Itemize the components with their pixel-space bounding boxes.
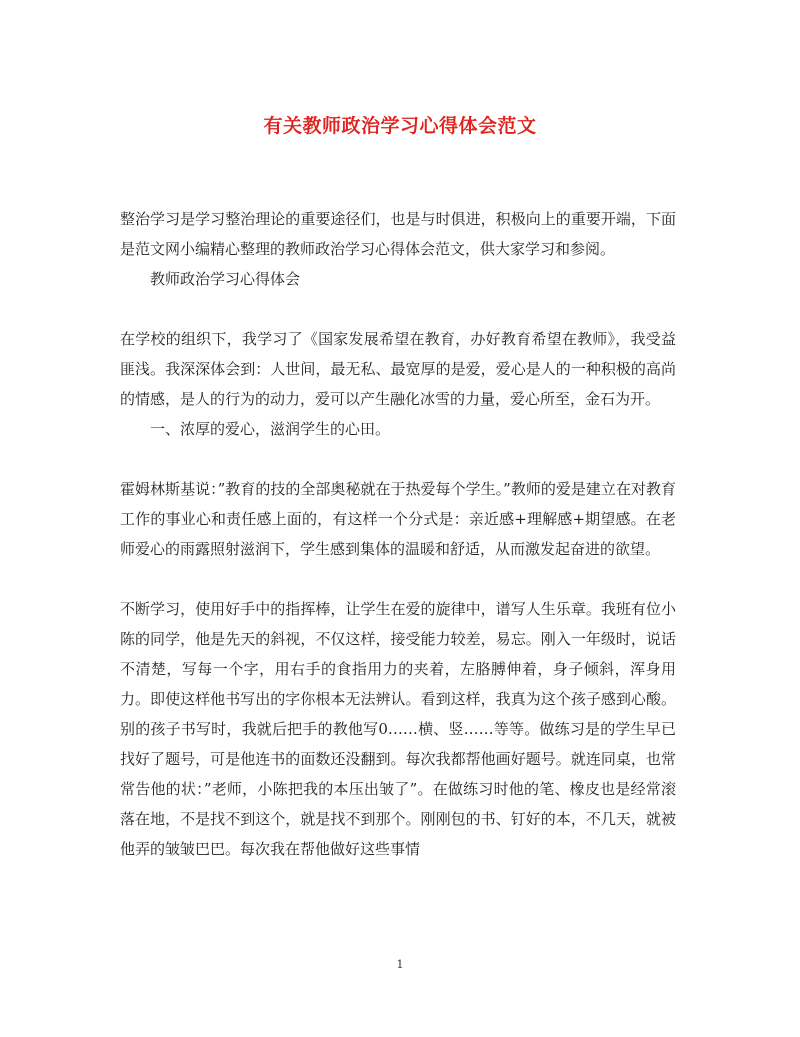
page-number: 1 [396, 958, 404, 971]
intro-paragraph: 整治学习是学习整治理论的重要途径们，也是与时俱进，积极向上的重要开端，下面是范文网小编精心整理的教师政治学习心得体会范文，供大家学习和参阅。 [120, 210, 676, 258]
paragraph-spacer [120, 444, 676, 474]
body-paragraph: 霍姆林斯基说：”教育的技的全部奥秘就在于热爱每个学生。”教师的爱是建立在对教育工作的事业心和责任感上面的，有这样一个分式是：亲近感+理解感+期望感。在老师爱心的雨露照射滋润下，学生感到集体的温暖和舒适，从而激发起奋进的欲望。 [120, 480, 676, 558]
section-heading: 教师政治学习心得体会 [150, 270, 301, 288]
body-paragraph: 在学校的组织下，我学习了《国家发展希望在教育，办好教育希望在教师》，我受益匪浅。我深深体会到：人世间，最无私、最宽厚的是爱，爱心是人的一种积极的高尚的情感，是人的行为的动力，爱可以产生融化冰雪的力量，爱心所至，金石为开。 [120, 330, 676, 408]
paragraph-spacer [120, 294, 676, 324]
document-title: 有关教师政治学习心得体会范文 [263, 115, 537, 137]
subsection-heading: 一、浓厚的爱心，滋润学生的心田。 [150, 420, 391, 438]
body-paragraph: 不断学习，使用好手中的指挥棒，让学生在爱的旋律中，谱写人生乐章。我班有位小陈的同学，他是先天的斜视，不仅这样，接受能力较差，易忘。刚入一年级时，说话不清楚，写每一个字，用右手的食指用力的夹着，左胳膊伸着，身子倾斜，浑身用力。即使这样他书写出的字你根本无法辨认。看到这样，我真为这个孩子感到心酸。别的孩子书写时，我就后把手的教他写0……横、竖……等等。做练习是的学生早已找好了题号，可是他连书的面数还没翻到。每次我都帮他画好题号。就连同桌，也常常告他的状：”老师，小陈把我的本压出皱了”。在做练习时他的笔、橡皮也是经常滚落在地，不是找不到这个，就是找不到那个。刚刚包的书、钉好的本，不几天，就被他弄的皱皱巴巴。每次我在帮他做好这些事情 [120, 600, 676, 858]
paragraph-spacer [120, 564, 676, 594]
document-body [120, 204, 676, 864]
